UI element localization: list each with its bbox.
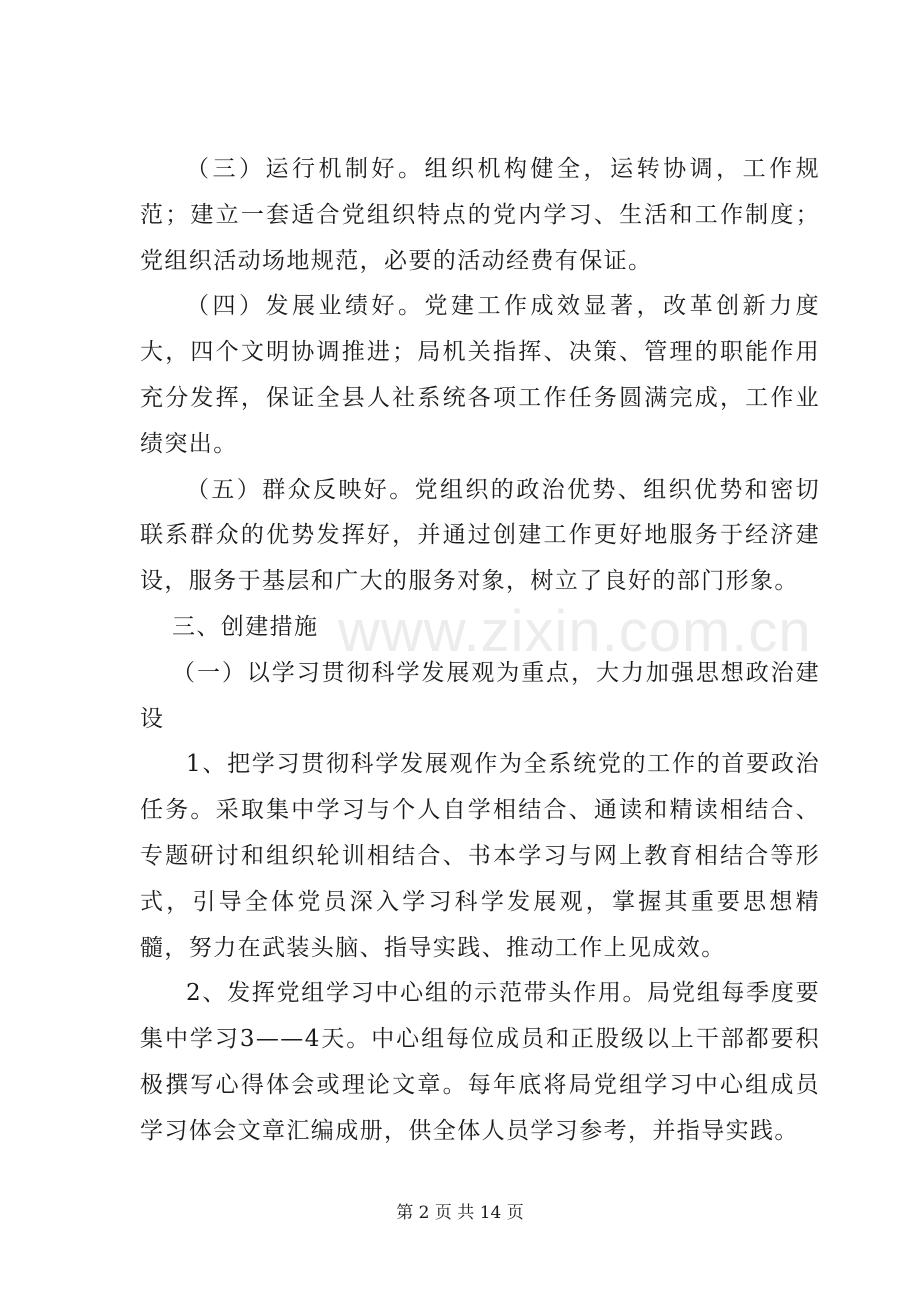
subsection-heading-ideology: （一）以学习贯彻科学发展观为重点，大力加强思想政治建设: [140, 659, 820, 732]
paragraph-public-feedback: （五）群众反映好。党组织的政治优势、组织优势和密切联系群众的优势发挥好，并通过创建工作更好地服务于经济建设，服务于基层和广大的服务对象，树立了良好的部门形象。: [140, 476, 820, 595]
section-heading-measures: 三、创建措施: [172, 613, 319, 640]
paragraph-operating-mechanism: （三）运行机制好。组织机构健全，运转协调，工作规范；建立一套适合党组织特点的党内学习、生活和工作制度；党组织活动场地规范，必要的活动经费有保证。: [140, 156, 820, 274]
page-footer: 第 2 页 共 14 页: [396, 1203, 524, 1223]
document-body: [140, 147, 820, 1155]
paragraph-item-2: 2、发挥党组学习中心组的示范带头作用。局党组每季度要集中学习3——4天。中心组每位成员和正股级以上干部都要积极撰写心得体会或理论文章。每年底将局党组学习中心组成员学习体会文章汇编成册，供全体人员学习参考，并指导实践。: [140, 980, 820, 1144]
watermark: www.zixin.com.cn: [338, 599, 812, 664]
paragraph-development-performance: （四）发展业绩好。党建工作成效显著，改革创新力度大，四个文明协调推进；局机关指挥、决策、管理的职能作用充分发挥，保证全县人社系统各项工作任务圆满完成，工作业绩突出。: [140, 293, 820, 457]
paragraph-item-1: 1、把学习贯彻科学发展观作为全系统党的工作的首要政治任务。采取集中学习与个人自学相结合、通读和精读相结合、专题研讨和组织轮训相结合、书本学习与网上教育相结合等形式，引导全体党员深入学习科学发展观，掌握其重要思想精髓，努力在武装头脑、指导实践、推动工作上见成效。: [140, 751, 820, 961]
